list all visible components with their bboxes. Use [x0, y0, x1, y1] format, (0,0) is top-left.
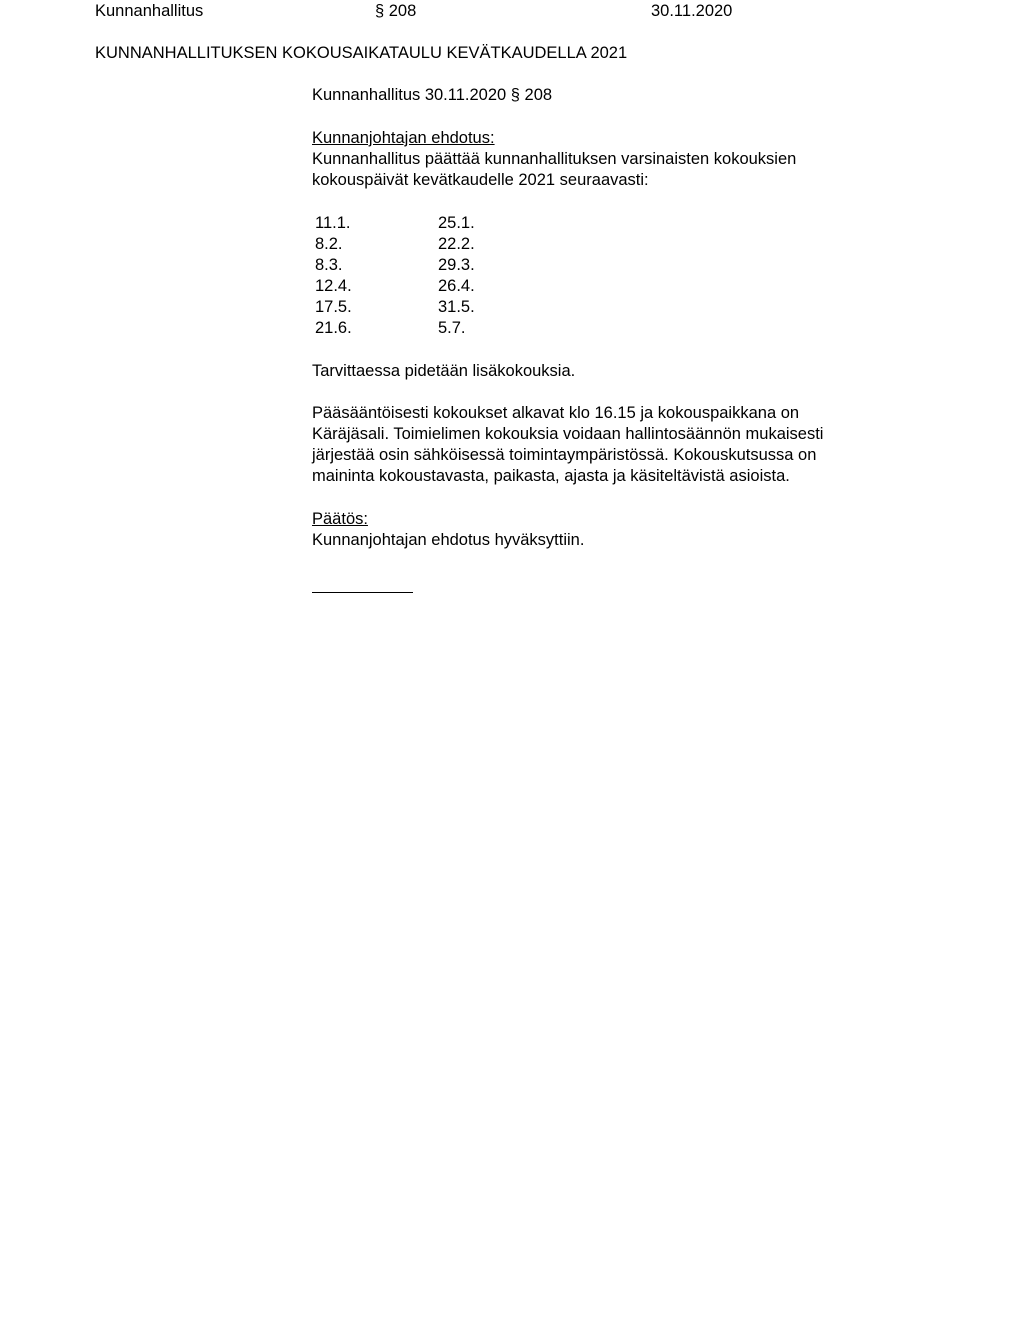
date-cell: 5.7.: [438, 319, 466, 337]
date-cell: 31.5.: [438, 298, 475, 316]
proposal-heading: Kunnanjohtajan ehdotus:: [312, 129, 495, 147]
proposal-text-line: kokouspäivät kevätkaudelle 2021 seuraavasti:: [312, 171, 649, 189]
table-row: [315, 255, 561, 276]
info-text-line: maininta kokoustavasta, paikasta, ajasta ja käsiteltävistä asioista.: [312, 467, 790, 485]
date-cell: 29.3.: [438, 256, 475, 274]
date-cell: 8.2.: [315, 235, 343, 253]
table-row: [315, 318, 561, 339]
document-title: KUNNANHALLITUKSEN KOKOUSAIKATAULU KEVÄTKAUDELLA 2021: [95, 44, 628, 62]
date-cell: 21.6.: [315, 319, 352, 337]
meeting-reference: Kunnanhallitus 30.11.2020 § 208: [312, 86, 553, 104]
table-row: [315, 234, 561, 255]
extra-meetings-note: Tarvittaessa pidetään lisäkokouksia.: [312, 362, 576, 380]
date-cell: 22.2.: [438, 235, 475, 253]
decision-heading: Päätös:: [312, 510, 368, 528]
meeting-info-paragraph: [312, 403, 912, 487]
table-row: [315, 297, 561, 318]
decision-section: [312, 509, 912, 551]
date-cell: 12.4.: [315, 277, 352, 295]
table-row: [315, 276, 561, 297]
date-cell: 25.1.: [438, 214, 475, 232]
header-body-name: Kunnanhallitus: [95, 2, 204, 20]
meeting-dates-table: [315, 213, 561, 339]
date-cell: 17.5.: [315, 298, 352, 316]
proposal-text-line: Kunnanhallitus päättää kunnanhallituksen varsinaisten kokouksien: [312, 150, 797, 168]
closing-divider: [312, 592, 413, 593]
header-section: § 208: [375, 2, 417, 20]
table-row: [315, 213, 561, 234]
date-cell: 26.4.: [438, 277, 475, 295]
info-text-line: Käräjäsali. Toimielimen kokouksia voidaan hallintosäännön mukaisesti: [312, 425, 824, 443]
info-text-line: järjestää osin sähköisessä toimintaympäristössä. Kokouskutsussa on: [312, 446, 817, 464]
proposal-section: [312, 128, 912, 191]
decision-text: Kunnanjohtajan ehdotus hyväksyttiin.: [312, 531, 585, 549]
date-cell: 8.3.: [315, 256, 343, 274]
header-date: 30.11.2020: [651, 2, 733, 20]
date-cell: 11.1.: [315, 214, 351, 232]
info-text-line: Pääsääntöisesti kokoukset alkavat klo 16.15 ja kokouspaikkana on: [312, 404, 800, 422]
